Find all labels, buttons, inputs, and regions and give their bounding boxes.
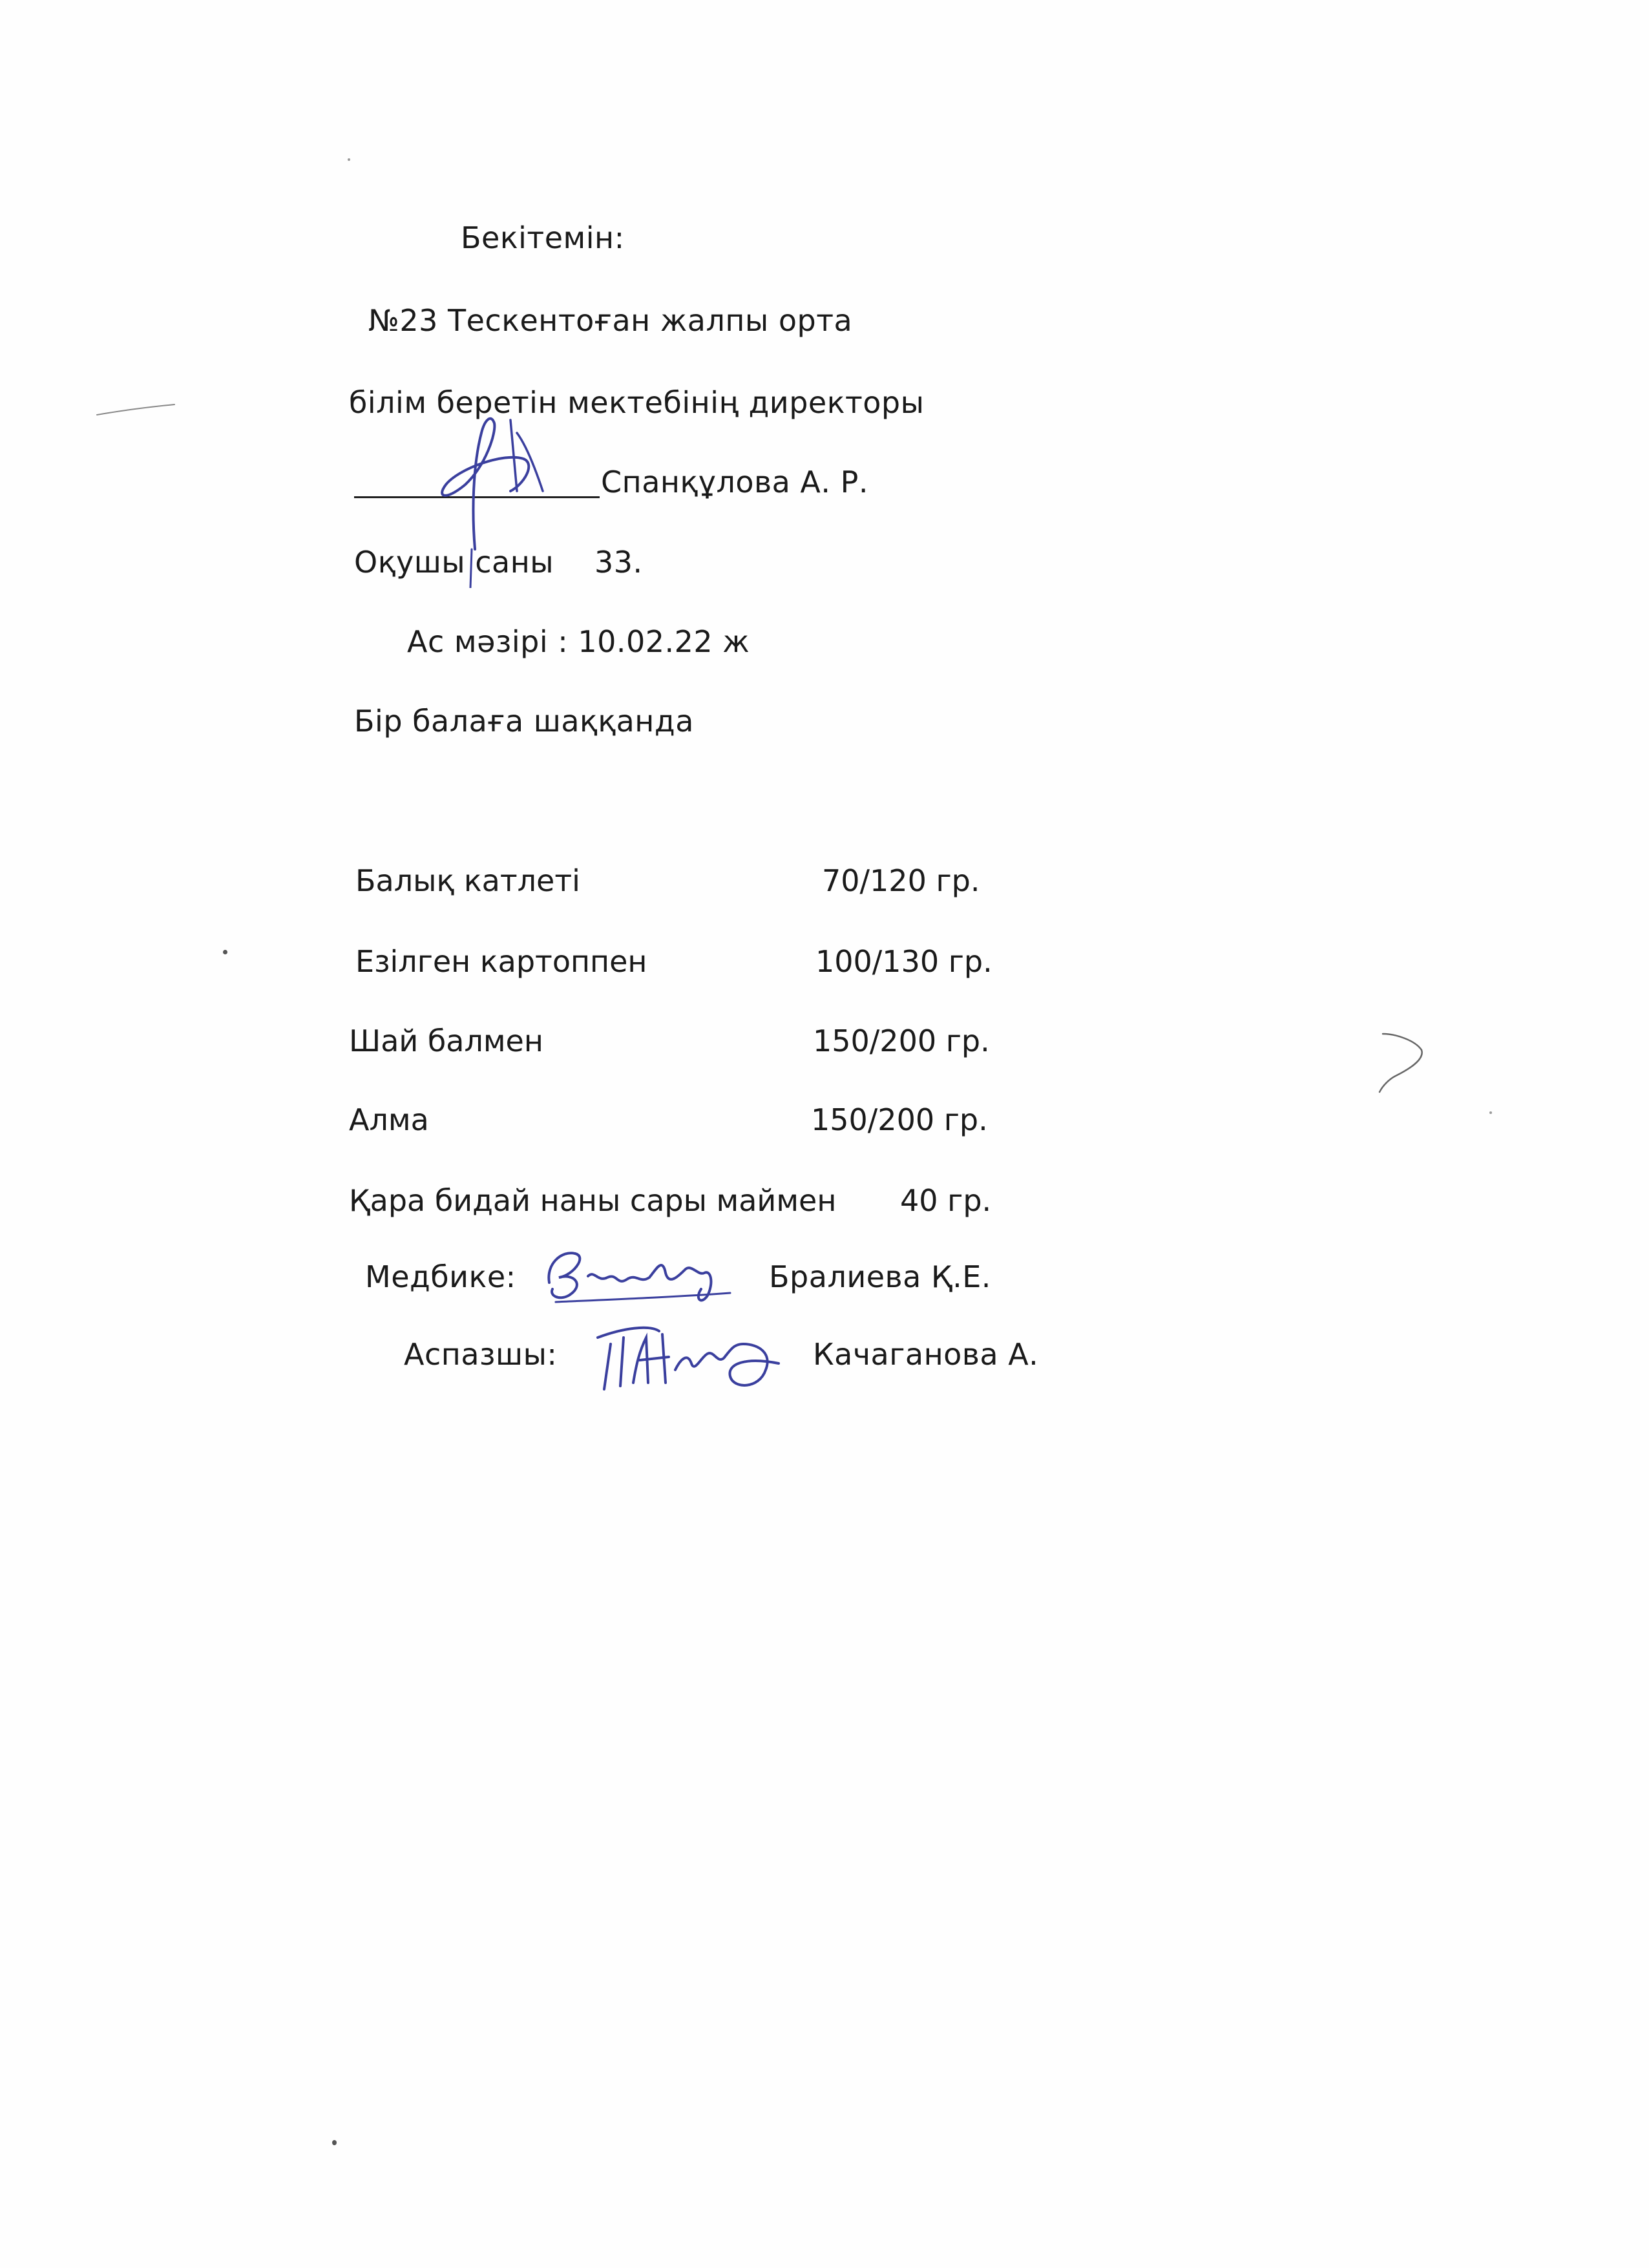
menu-date: Ас мәзірі : 10.02.22 ж: [407, 624, 750, 659]
school-name-line-2: білім беретін мектебінің директоры: [349, 385, 925, 420]
nurse-label: Медбике:: [365, 1259, 516, 1294]
cook-name: Качаганова А.: [813, 1337, 1039, 1372]
menu-item-portion: 70/120 гр.: [822, 863, 980, 898]
school-name-line-1: №23 Тескентоған жалпы орта: [368, 303, 853, 338]
menu-item-name: Қара бидай наны сары маймен: [349, 1183, 837, 1218]
nurse-name: Бралиева Қ.Е.: [769, 1259, 991, 1294]
menu-item-portion: 150/200 гр.: [811, 1102, 988, 1137]
approval-heading: Бекітемін:: [461, 220, 625, 255]
scan-speck: [332, 2140, 337, 2145]
scan-speck: [348, 158, 350, 161]
menu-item-name: Шай балмен: [349, 1024, 543, 1058]
menu-item-name: Езілген картоппен: [355, 944, 647, 979]
menu-item-portion: 150/200 гр.: [813, 1024, 990, 1058]
director-name: Спанқұлова А. Р.: [601, 465, 869, 499]
cook-label: Аспазшы:: [404, 1337, 558, 1372]
students-count: 33.: [594, 545, 643, 580]
nurse-signature: [536, 1237, 750, 1315]
menu-item-portion: 40 гр.: [900, 1183, 992, 1218]
menu-row: [349, 863, 1060, 901]
students-label: Оқушы саны: [354, 545, 554, 580]
menu-item-name: Алма: [349, 1102, 429, 1137]
menu-item-portion: 100/130 гр.: [815, 944, 993, 979]
cook-signature: [585, 1318, 798, 1402]
scan-mark: [90, 401, 181, 420]
director-signature-line: [354, 496, 600, 498]
menu-row: [349, 1182, 1060, 1221]
scan-speck: [223, 950, 227, 954]
scan-mark: [1370, 1024, 1434, 1095]
menu-item-name: Балық катлеті: [355, 863, 580, 898]
menu-row: [349, 1023, 1060, 1062]
menu-row: [349, 943, 1060, 982]
menu-row: [349, 1102, 1060, 1140]
scan-speck: [1489, 1111, 1492, 1114]
per-child-heading: Бір балаға шаққанда: [354, 704, 694, 739]
